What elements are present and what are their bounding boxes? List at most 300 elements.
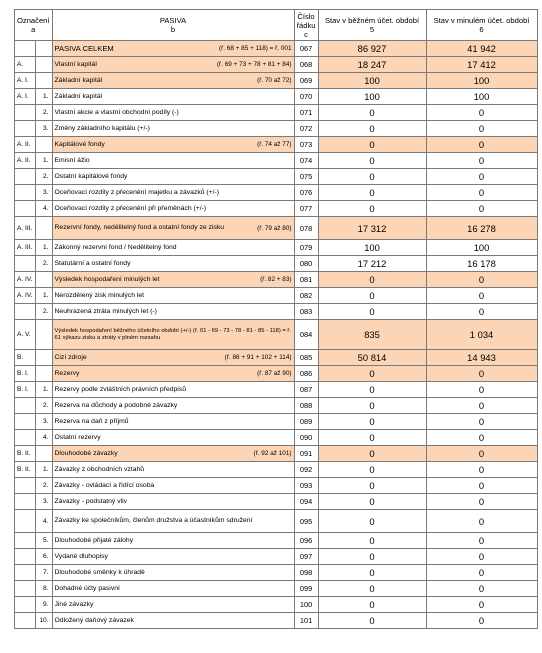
value-current-period: 100	[318, 240, 426, 256]
row-oznaceni: A. III.	[15, 217, 36, 240]
row-label: Dlouhodobé přijaté zálohy	[54, 536, 134, 544]
row-number: 090	[294, 430, 318, 446]
value-current-period: 835	[318, 320, 426, 350]
row-poradi: 2.	[35, 169, 52, 185]
row-number: 089	[294, 414, 318, 430]
row-description	[52, 494, 294, 510]
row-poradi: 1.	[35, 89, 52, 105]
row-description-wrap	[55, 498, 292, 506]
table-row	[15, 240, 538, 256]
row-poradi: 2.	[35, 256, 52, 272]
value-current-period: 100	[318, 73, 426, 89]
row-poradi	[35, 320, 52, 350]
row-label: Výsledek hospodaření minulých let	[54, 275, 160, 283]
row-poradi: 3.	[35, 494, 52, 510]
value-current-period: 0	[318, 494, 426, 510]
row-description-wrap	[55, 276, 292, 284]
row-description-wrap	[55, 45, 292, 53]
row-oznaceni	[15, 565, 36, 581]
row-description	[52, 597, 294, 613]
row-oznaceni	[15, 169, 36, 185]
table-row	[15, 73, 538, 89]
row-number: 078	[294, 217, 318, 240]
table-row	[15, 201, 538, 217]
row-label: Odložený daňový závazek	[54, 616, 134, 624]
value-current-period: 0	[318, 185, 426, 201]
row-oznaceni: B. I.	[15, 382, 36, 398]
row-description	[52, 201, 294, 217]
row-number: 092	[294, 462, 318, 478]
value-previous-period: 0	[426, 272, 537, 288]
value-previous-period: 0	[426, 494, 537, 510]
row-poradi: 2.	[35, 105, 52, 121]
table-row	[15, 256, 538, 272]
row-number: 085	[294, 350, 318, 366]
value-current-period: 0	[318, 478, 426, 494]
row-description-wrap	[55, 260, 292, 268]
row-number: 067	[294, 41, 318, 57]
row-label: Nerozdělený zisk minulých let	[54, 291, 145, 299]
table-row	[15, 462, 538, 478]
row-label: Dohadné účty pasivní	[54, 584, 120, 592]
table-row	[15, 320, 538, 350]
header-cislo-sub: c	[304, 29, 308, 39]
row-label: Statutární a ostatní fondy	[54, 259, 131, 267]
row-formula: (ř. 87 až 90)	[257, 370, 292, 377]
row-description-wrap	[55, 517, 292, 525]
row-number: 068	[294, 57, 318, 73]
row-oznaceni	[15, 494, 36, 510]
row-poradi	[35, 73, 52, 89]
row-description	[52, 153, 294, 169]
value-previous-period: 0	[426, 288, 537, 304]
table-row	[15, 533, 538, 549]
table-row	[15, 185, 538, 201]
row-poradi: 2.	[35, 398, 52, 414]
row-description	[52, 169, 294, 185]
value-previous-period: 0	[426, 105, 537, 121]
row-description	[52, 320, 294, 350]
value-current-period: 0	[318, 597, 426, 613]
row-description-wrap	[55, 77, 292, 85]
value-previous-period: 0	[426, 185, 537, 201]
value-current-period: 0	[318, 288, 426, 304]
row-oznaceni: A. II.	[15, 153, 36, 169]
row-description-wrap	[55, 354, 292, 362]
row-description-wrap	[55, 173, 292, 181]
row-description-wrap	[55, 370, 292, 378]
row-description	[52, 613, 294, 629]
row-label: Závazky - podstatný vliv	[54, 497, 128, 505]
row-description-wrap	[55, 553, 292, 561]
row-number: 069	[294, 73, 318, 89]
row-description-wrap	[55, 125, 292, 133]
table-row	[15, 565, 538, 581]
row-description-wrap	[55, 292, 292, 300]
row-number: 079	[294, 240, 318, 256]
value-previous-period: 0	[426, 597, 537, 613]
row-label: Dlouhodobé závazky	[54, 449, 118, 457]
row-description	[52, 217, 294, 240]
row-number: 095	[294, 510, 318, 533]
row-description-wrap	[55, 569, 292, 577]
row-label: Rezervy	[54, 369, 80, 377]
header-cislo	[294, 10, 318, 41]
value-previous-period: 0	[426, 398, 537, 414]
row-label: Ostatní kapitálové fondy	[54, 172, 128, 180]
table-row	[15, 398, 538, 414]
row-oznaceni	[15, 41, 36, 57]
row-description	[52, 89, 294, 105]
row-description-wrap	[55, 244, 292, 252]
pasiva-table	[14, 9, 538, 629]
value-current-period: 86 927	[318, 41, 426, 57]
value-previous-period: 0	[426, 137, 537, 153]
row-oznaceni: A. IV.	[15, 288, 36, 304]
row-description	[52, 398, 294, 414]
row-poradi: 10.	[35, 613, 52, 629]
value-previous-period: 16 178	[426, 256, 537, 272]
row-poradi: 9.	[35, 597, 52, 613]
row-oznaceni: A. III.	[15, 240, 36, 256]
row-formula: (ř. 69 + 73 + 78 + 81 + 84)	[216, 61, 292, 68]
value-previous-period: 41 942	[426, 41, 537, 57]
table-row	[15, 494, 538, 510]
row-label: Změny základního kapitálu (+/-)	[54, 124, 150, 132]
row-label: Oceňovací rozdíly z přecenění majetku a závazků (+/-)	[54, 188, 220, 196]
value-current-period: 17 312	[318, 217, 426, 240]
row-number: 088	[294, 398, 318, 414]
row-description	[52, 414, 294, 430]
value-previous-period: 0	[426, 462, 537, 478]
value-current-period: 100	[318, 89, 426, 105]
value-current-period: 0	[318, 304, 426, 320]
row-oznaceni: A. II.	[15, 137, 36, 153]
row-poradi: 4.	[35, 430, 52, 446]
row-description-wrap	[55, 328, 292, 341]
row-label: Rezerva na důchody a podobné závazky	[54, 401, 178, 409]
row-description-wrap	[55, 205, 292, 213]
row-number: 093	[294, 478, 318, 494]
value-current-period: 0	[318, 121, 426, 137]
row-description	[52, 565, 294, 581]
table-row	[15, 217, 538, 240]
row-oznaceni	[15, 549, 36, 565]
row-label: PASIVA CELKEM	[54, 43, 114, 53]
row-description	[52, 240, 294, 256]
row-poradi: 4.	[35, 201, 52, 217]
row-label: Rezerva na daň z příjmů	[54, 417, 129, 425]
row-label: Závazky - ovládací a řídící osoba	[54, 481, 155, 489]
row-description-wrap	[55, 601, 292, 609]
row-label: Kapitálové fondy	[54, 140, 105, 148]
value-current-period: 0	[318, 565, 426, 581]
row-label: Vlastní kapitál	[54, 60, 97, 68]
row-description	[52, 256, 294, 272]
row-poradi	[35, 366, 52, 382]
row-label: Ostatní rezervy	[54, 433, 101, 441]
row-label: Základní kapitál	[54, 76, 103, 84]
row-label: Vlastní akcie a vlastní obchodní podíly (-)	[54, 108, 179, 116]
row-oznaceni	[15, 430, 36, 446]
row-poradi: 1.	[35, 240, 52, 256]
row-poradi	[35, 350, 52, 366]
header-pasiva	[52, 10, 294, 41]
row-description-wrap	[55, 157, 292, 165]
header-bezne	[318, 10, 426, 41]
table-row	[15, 597, 538, 613]
row-oznaceni	[15, 201, 36, 217]
value-current-period: 0	[318, 613, 426, 629]
row-description	[52, 430, 294, 446]
value-previous-period: 0	[426, 613, 537, 629]
row-description-wrap	[55, 466, 292, 474]
row-oznaceni: A.	[15, 57, 36, 73]
row-label: Rezervní fondy, nedělitelný fond a ostatní fondy ze zisku	[54, 224, 225, 231]
row-label: Zákonný rezervní fond / Nedělitelný fond	[54, 243, 177, 251]
row-number: 101	[294, 613, 318, 629]
row-number: 077	[294, 201, 318, 217]
row-poradi: 3.	[35, 121, 52, 137]
value-current-period: 0	[318, 105, 426, 121]
row-description	[52, 533, 294, 549]
header-minule-sub: 6	[479, 25, 484, 34]
row-number: 098	[294, 565, 318, 581]
value-previous-period: 100	[426, 89, 537, 105]
table-body	[15, 41, 538, 629]
row-oznaceni	[15, 597, 36, 613]
row-formula: (ř. 92 až 101)	[253, 450, 292, 457]
table-row	[15, 272, 538, 288]
value-previous-period: 1 034	[426, 320, 537, 350]
table-row	[15, 613, 538, 629]
row-formula: (ř. 70 až 72)	[257, 77, 292, 84]
table-row	[15, 137, 538, 153]
row-description-wrap	[55, 141, 292, 149]
row-oznaceni: B. II.	[15, 446, 36, 462]
row-label: Základní kapitál	[54, 92, 103, 100]
row-formula: (ř. 82 + 83)	[260, 276, 292, 283]
value-current-period: 0	[318, 462, 426, 478]
value-current-period: 17 212	[318, 256, 426, 272]
table-row	[15, 41, 538, 57]
row-poradi: 5.	[35, 533, 52, 549]
row-description	[52, 510, 294, 533]
value-previous-period: 0	[426, 201, 537, 217]
value-previous-period: 0	[426, 430, 537, 446]
row-label: Závazky z obchodních vztahů	[54, 465, 145, 473]
value-current-period: 0	[318, 414, 426, 430]
value-current-period: 0	[318, 137, 426, 153]
value-current-period: 0	[318, 398, 426, 414]
row-description-wrap	[55, 537, 292, 545]
value-current-period: 0	[318, 430, 426, 446]
row-poradi	[35, 217, 52, 240]
row-label: Závazky ke společníkům, členům družstva a účastníkům sdružení	[54, 517, 253, 524]
table-row	[15, 414, 538, 430]
row-number: 071	[294, 105, 318, 121]
header-row	[15, 10, 538, 41]
row-oznaceni	[15, 398, 36, 414]
row-oznaceni: A. I.	[15, 89, 36, 105]
value-previous-period: 0	[426, 304, 537, 320]
row-poradi	[35, 446, 52, 462]
value-previous-period: 0	[426, 169, 537, 185]
row-description-wrap	[55, 61, 292, 69]
row-label: Emisní ážio	[54, 156, 90, 164]
value-previous-period: 0	[426, 581, 537, 597]
row-description	[52, 288, 294, 304]
row-oznaceni	[15, 581, 36, 597]
table-row	[15, 57, 538, 73]
row-description	[52, 57, 294, 73]
row-description-wrap	[55, 93, 292, 101]
row-label: Jiné závazky	[54, 600, 94, 608]
row-number: 094	[294, 494, 318, 510]
row-poradi: 2.	[35, 478, 52, 494]
value-current-period: 0	[318, 201, 426, 217]
row-oznaceni	[15, 256, 36, 272]
header-oznaceni-sub: a	[31, 25, 36, 34]
row-description-wrap	[55, 109, 292, 117]
value-current-period: 0	[318, 533, 426, 549]
row-label: Vydané dluhopisy	[54, 552, 108, 560]
header-pasiva-label: PASIVA	[159, 16, 187, 25]
row-poradi	[35, 137, 52, 153]
row-description-wrap	[55, 189, 292, 197]
row-formula: (ř. 68 + 85 + 118) = ř. 001	[218, 45, 292, 52]
value-previous-period: 0	[426, 414, 537, 430]
row-description-wrap	[55, 308, 292, 316]
row-description	[52, 581, 294, 597]
row-number: 076	[294, 185, 318, 201]
header-minule-label: Stav v minulém účet. období	[433, 16, 530, 25]
row-number: 083	[294, 304, 318, 320]
table-row	[15, 510, 538, 533]
row-description-wrap	[55, 450, 292, 458]
row-number: 097	[294, 549, 318, 565]
header-minule	[426, 10, 537, 41]
row-label: Výsledek hospodaření běžného účetního období (+/-) (ř. 01 - 69 - 73 - 78 - 81 - 85 - 118) = ř. 61 výkazu zisku a ztráty v plném rozsahu	[54, 327, 291, 341]
row-number: 073	[294, 137, 318, 153]
value-previous-period: 17 412	[426, 57, 537, 73]
row-poradi	[35, 272, 52, 288]
table-row	[15, 288, 538, 304]
row-description	[52, 350, 294, 366]
row-description	[52, 73, 294, 89]
table-row	[15, 382, 538, 398]
row-number: 082	[294, 288, 318, 304]
table-row	[15, 304, 538, 320]
value-previous-period: 0	[426, 549, 537, 565]
row-oznaceni	[15, 533, 36, 549]
row-description	[52, 446, 294, 462]
row-description	[52, 549, 294, 565]
row-poradi: 3.	[35, 185, 52, 201]
value-previous-period: 0	[426, 510, 537, 533]
header-oznaceni	[15, 10, 53, 41]
row-description	[52, 272, 294, 288]
table-row	[15, 121, 538, 137]
header-bezne-sub: 5	[369, 25, 375, 34]
row-description	[52, 304, 294, 320]
table-row	[15, 350, 538, 366]
value-current-period: 0	[318, 366, 426, 382]
row-poradi: 6.	[35, 549, 52, 565]
value-current-period: 0	[318, 446, 426, 462]
value-previous-period: 0	[426, 533, 537, 549]
value-current-period: 0	[318, 549, 426, 565]
row-number: 070	[294, 89, 318, 105]
row-oznaceni	[15, 185, 36, 201]
row-poradi: 1.	[35, 288, 52, 304]
table-row	[15, 366, 538, 382]
header-pasiva-sub: b	[170, 25, 176, 34]
row-description-wrap	[55, 386, 292, 394]
header-bezne-label: Stav v běžném účet. období	[324, 16, 420, 25]
header-cislo-label: Číslo	[297, 11, 315, 21]
value-previous-period: 0	[426, 382, 537, 398]
value-previous-period: 100	[426, 73, 537, 89]
row-oznaceni: A. V.	[15, 320, 36, 350]
row-poradi: 1.	[35, 153, 52, 169]
value-current-period: 50 814	[318, 350, 426, 366]
row-label: Neuhrazená ztráta minulých let (-)	[54, 307, 157, 315]
row-oznaceni: A. I.	[15, 73, 36, 89]
row-description-wrap	[55, 585, 292, 593]
value-previous-period: 0	[426, 366, 537, 382]
row-description-wrap	[55, 224, 292, 232]
row-number: 075	[294, 169, 318, 185]
row-poradi: 1.	[35, 382, 52, 398]
value-previous-period: 0	[426, 446, 537, 462]
row-poradi: 3.	[35, 414, 52, 430]
row-oznaceni	[15, 510, 36, 533]
table-row	[15, 105, 538, 121]
row-description	[52, 462, 294, 478]
row-poradi: 4.	[35, 510, 52, 533]
row-poradi: 2.	[35, 304, 52, 320]
row-oznaceni	[15, 613, 36, 629]
row-number: 084	[294, 320, 318, 350]
row-poradi: 7.	[35, 565, 52, 581]
header-cislo-label-2: řádku	[296, 20, 316, 30]
value-previous-period: 0	[426, 478, 537, 494]
value-current-period: 0	[318, 382, 426, 398]
row-number: 100	[294, 597, 318, 613]
table-row	[15, 581, 538, 597]
row-number: 096	[294, 533, 318, 549]
row-label: Rezervy podle zvláštních právních předpisů	[54, 385, 186, 393]
row-description	[52, 121, 294, 137]
row-oznaceni	[15, 478, 36, 494]
row-description	[52, 105, 294, 121]
value-previous-period: 0	[426, 153, 537, 169]
row-number: 072	[294, 121, 318, 137]
row-description-wrap	[55, 418, 292, 426]
table-row	[15, 478, 538, 494]
table-row	[15, 430, 538, 446]
row-description-wrap	[55, 617, 292, 625]
table-row	[15, 89, 538, 105]
row-description-wrap	[55, 434, 292, 442]
row-poradi	[35, 57, 52, 73]
table-row	[15, 446, 538, 462]
row-description	[52, 137, 294, 153]
row-number: 086	[294, 366, 318, 382]
header-oznaceni-label: Označení	[17, 16, 50, 25]
row-oznaceni	[15, 304, 36, 320]
